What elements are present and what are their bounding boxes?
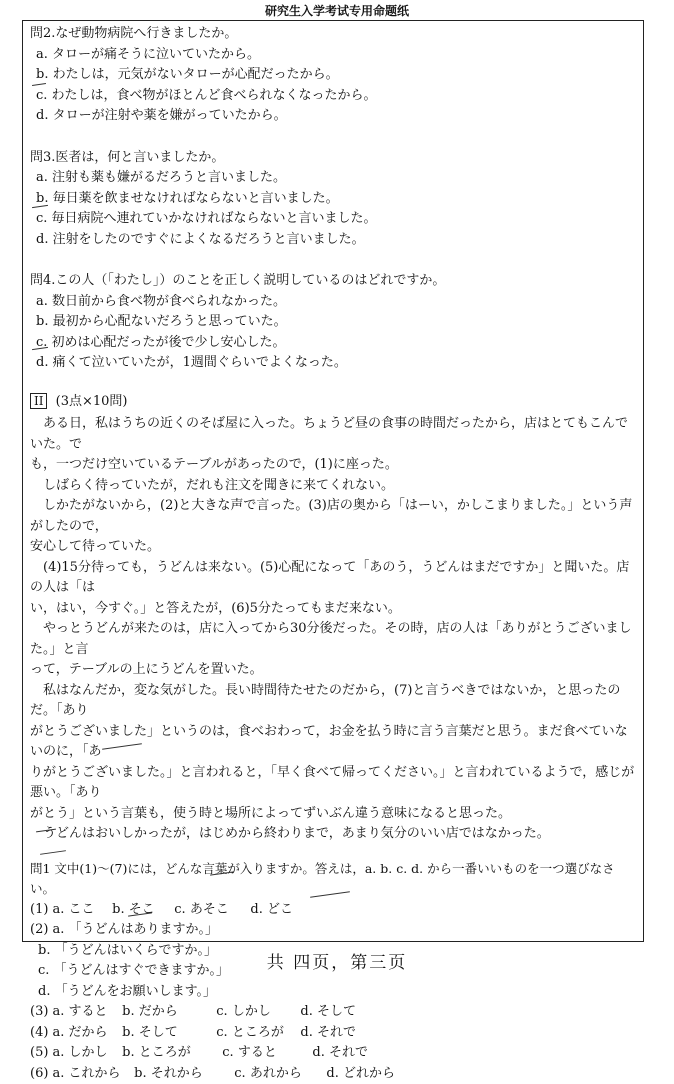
passage-line: 私はなんだか，変な気がした。長い時間待たせたのだから，(7)と言うべきではないか，と思ったのだ。「あり <box>30 681 635 722</box>
q3-option-c: c. 毎日病院へ連れていかなければならないと言いました。 <box>36 209 635 230</box>
q1-row-3 <box>30 1002 635 1023</box>
choice: b. ところが <box>122 1043 218 1064</box>
passage-line: がとう」という言葉も，使う時と場所によってずいぶん違う意味になると思った。 <box>30 804 635 825</box>
q4-option-c: c. 初めは心配だったが後で少し安心した。 <box>36 333 635 354</box>
choice: b. だから <box>122 1002 212 1023</box>
q1-row-2a: (2) a. 「うどんはありますか。」 <box>30 920 635 941</box>
q3-option-b: b. 毎日薬を飲ませなければならないと言いました。 <box>36 189 635 210</box>
q4-option-d: d. 痛くて泣いていたが，1週間ぐらいでよくなった。 <box>36 353 635 374</box>
section-points: (3点×10問) <box>56 394 128 409</box>
q2-option-a: a. タローが痛そうに泣いていたから。 <box>36 45 635 66</box>
q4-option-a: a. 数日前から食べ物が食べられなかった。 <box>36 292 635 313</box>
choice: b. それから <box>134 1064 230 1084</box>
q3-question: 問3.医者は，何と言いましたか。 <box>30 148 635 169</box>
choice: (3) a. すると <box>30 1002 118 1023</box>
q1-row-1 <box>30 900 635 921</box>
page-header: 研究生入学考试专用命题纸 <box>0 2 674 19</box>
choice: d. それで <box>300 1023 356 1044</box>
passage-line: しかたがないから，(2)と大きな声で言った。(3)店の奥から「はーい，かしこまりました。」という声がしたので， <box>30 496 635 537</box>
q1-question: 問1 文中(1)～(7)には，どんな言葉が入りますか。答えは，a. b. c. d. から一番いいものを一つ選びなさい。 <box>30 859 635 900</box>
passage-line: 安心して待っていた。 <box>30 537 635 558</box>
q2-option-c: c. わたしは，食べ物がほとんど食べられなくなったから。 <box>36 86 635 107</box>
choice: b. そして <box>122 1023 212 1044</box>
choice: c. すると <box>222 1043 308 1064</box>
choice: d. そして <box>300 1002 356 1023</box>
choice: (4) a. だから <box>30 1023 118 1044</box>
passage-line: がとうございました」というのは，食べおわって，お金を払う時に言う言葉だと思う。まだ食べていないのに，「あ <box>30 722 635 763</box>
q2-option-d: d. タローが注射や薬を嫌がっていたから。 <box>36 106 635 127</box>
choice: (6) a. これから <box>30 1064 130 1084</box>
choice: (1) a. ここ <box>30 900 108 921</box>
q1-row-2b: b. 「うどんはいくらですか。」 <box>30 941 635 962</box>
choice: d. どこ <box>250 900 293 921</box>
choice: d. それで <box>312 1043 368 1064</box>
passage-line: りがとうございました。」と言われると，「早く食べて帰ってください。」と言われているようで，感じが悪い。「あり <box>30 763 635 804</box>
choice: c. しかし <box>216 1002 296 1023</box>
choice: c. あれから <box>234 1064 322 1084</box>
q1-row-2c: c. 「うどんはすぐできますか。」 <box>30 961 635 982</box>
passage-line: (4)15分待っても，うどんは来ない。(5)心配になって「あのう，うどんはまだですか」と聞いた。店の人は「は <box>30 558 635 599</box>
q2-question: 問2.なぜ動物病院へ行きましたか。 <box>30 24 635 45</box>
passage-line: うどんはおいしかったが，はじめから終わりまで，あまり気分のいい店ではなかった。 <box>30 824 635 845</box>
q3-option-d: d. 注射をしたのですぐによくなるだろうと言いました。 <box>36 230 635 251</box>
passage-line: しばらく待っていたが，だれも注文を聞きに来てくれない。 <box>30 476 635 497</box>
q4-option-b: b. 最初から心配ないだろうと思っていた。 <box>36 312 635 333</box>
section-number-box: II <box>30 393 47 409</box>
page-footer: 共 四页，第三页 <box>0 948 674 973</box>
q1-row-6 <box>30 1064 635 1084</box>
choice: d. どれから <box>326 1064 395 1084</box>
choice: c. ところが <box>216 1023 296 1044</box>
passage-line: も，一つだけ空いているテーブルがあったので，(1)に座った。 <box>30 455 635 476</box>
section-heading <box>30 392 635 413</box>
choice: c. あそこ <box>174 900 246 921</box>
passage-line: って，テーブルの上にうどんを置いた。 <box>30 660 635 681</box>
passage-line: やっとうどんが来たのは，店に入ってから30分後だった。その時，店の人は「ありがとうございました。」と言 <box>30 619 635 660</box>
q2-option-b: b. わたしは，元気がないタローが心配だったから。 <box>36 65 635 86</box>
q1-row-2d: d. 「うどんをお願いします。」 <box>30 982 635 1003</box>
passage-line: ある日，私はうちの近くのそば屋に入った。ちょうど昼の食事の時間だったから，店はとてもこんでいた。で <box>30 414 635 455</box>
exam-content <box>30 24 635 1084</box>
q4-question: 問4.この人（「わたし」）のことを正しく説明しているのはどれですか。 <box>30 271 635 292</box>
q1-row-4 <box>30 1023 635 1044</box>
choice: (5) a. しかし <box>30 1043 118 1064</box>
q3-option-a: a. 注射も薬も嫌がるだろうと言いました。 <box>36 168 635 189</box>
choice: b. そこ <box>112 900 170 921</box>
passage-line: い，はい，今すぐ。」と答えたが，(6)5分たってもまだ来ない。 <box>30 599 635 620</box>
q1-row-5 <box>30 1043 635 1064</box>
